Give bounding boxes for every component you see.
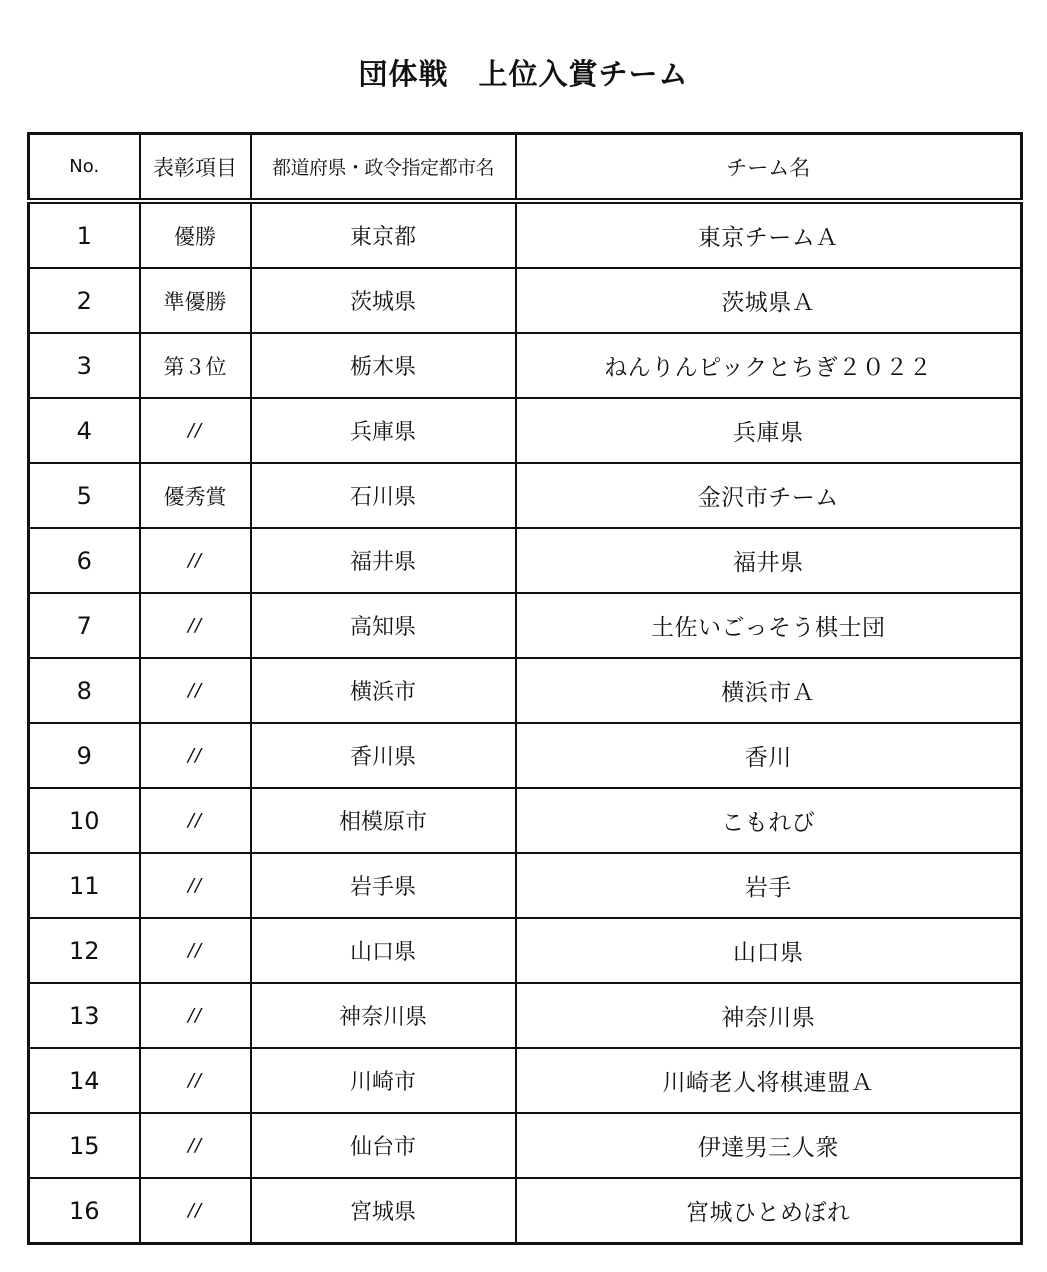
prefecture-cell: 川崎市 xyxy=(251,1048,516,1113)
header-no: No. xyxy=(29,134,140,202)
team-cell: ねんりんピックとちぎ２０２２ xyxy=(516,333,1022,398)
table-row xyxy=(29,463,1022,528)
table-row xyxy=(29,658,1022,723)
row-number: 5 xyxy=(29,463,140,528)
award-cell: // xyxy=(140,528,251,593)
row-number: 6 xyxy=(29,528,140,593)
table-row xyxy=(29,1048,1022,1113)
table-row xyxy=(29,201,1022,268)
header-prefecture: 都道府県・政令指定都市名 xyxy=(251,134,516,202)
results-table xyxy=(27,132,1023,1245)
prefecture-cell: 高知県 xyxy=(251,593,516,658)
prefecture-cell: 東京都 xyxy=(251,201,516,268)
table-row xyxy=(29,1178,1022,1244)
team-cell: 岩手 xyxy=(516,853,1022,918)
award-cell: // xyxy=(140,1113,251,1178)
award-cell: // xyxy=(140,983,251,1048)
award-cell: // xyxy=(140,918,251,983)
row-number: 12 xyxy=(29,918,140,983)
team-cell: 土佐いごっそう棋士団 xyxy=(516,593,1022,658)
team-cell: 東京チームＡ xyxy=(516,201,1022,268)
team-cell: 兵庫県 xyxy=(516,398,1022,463)
row-number: 10 xyxy=(29,788,140,853)
table-row xyxy=(29,723,1022,788)
award-cell: // xyxy=(140,1048,251,1113)
award-cell: 第３位 xyxy=(140,333,251,398)
team-cell: 宮城ひとめぼれ xyxy=(516,1178,1022,1244)
row-number: 4 xyxy=(29,398,140,463)
table-row xyxy=(29,398,1022,463)
prefecture-cell: 茨城県 xyxy=(251,268,516,333)
table-row xyxy=(29,333,1022,398)
prefecture-cell: 兵庫県 xyxy=(251,398,516,463)
prefecture-cell: 宮城県 xyxy=(251,1178,516,1244)
team-cell: 川崎老人将棋連盟Ａ xyxy=(516,1048,1022,1113)
row-number: 14 xyxy=(29,1048,140,1113)
award-cell: // xyxy=(140,723,251,788)
prefecture-cell: 神奈川県 xyxy=(251,983,516,1048)
header-award: 表彰項目 xyxy=(140,134,251,202)
prefecture-cell: 香川県 xyxy=(251,723,516,788)
table-row xyxy=(29,593,1022,658)
award-cell: // xyxy=(140,593,251,658)
prefecture-cell: 横浜市 xyxy=(251,658,516,723)
table-row xyxy=(29,853,1022,918)
team-cell: 福井県 xyxy=(516,528,1022,593)
row-number: 16 xyxy=(29,1178,140,1244)
header-row xyxy=(29,134,1022,202)
award-cell: // xyxy=(140,658,251,723)
team-cell: 金沢市チーム xyxy=(516,463,1022,528)
row-number: 2 xyxy=(29,268,140,333)
award-cell: // xyxy=(140,853,251,918)
prefecture-cell: 石川県 xyxy=(251,463,516,528)
prefecture-cell: 栃木県 xyxy=(251,333,516,398)
team-cell: 神奈川県 xyxy=(516,983,1022,1048)
row-number: 8 xyxy=(29,658,140,723)
prefecture-cell: 福井県 xyxy=(251,528,516,593)
row-number: 3 xyxy=(29,333,140,398)
team-cell: こもれび xyxy=(516,788,1022,853)
row-number: 11 xyxy=(29,853,140,918)
table-row xyxy=(29,268,1022,333)
award-cell: 優秀賞 xyxy=(140,463,251,528)
prefecture-cell: 相模原市 xyxy=(251,788,516,853)
team-cell: 横浜市Ａ xyxy=(516,658,1022,723)
award-cell: // xyxy=(140,398,251,463)
team-cell: 香川 xyxy=(516,723,1022,788)
table-row xyxy=(29,788,1022,853)
row-number: 9 xyxy=(29,723,140,788)
prefecture-cell: 岩手県 xyxy=(251,853,516,918)
table-row xyxy=(29,528,1022,593)
table-row xyxy=(29,983,1022,1048)
table-row xyxy=(29,918,1022,983)
team-cell: 茨城県Ａ xyxy=(516,268,1022,333)
team-cell: 山口県 xyxy=(516,918,1022,983)
table-row xyxy=(29,1113,1022,1178)
row-number: 13 xyxy=(29,983,140,1048)
prefecture-cell: 山口県 xyxy=(251,918,516,983)
row-number: 1 xyxy=(29,201,140,268)
team-cell: 伊達男三人衆 xyxy=(516,1113,1022,1178)
prefecture-cell: 仙台市 xyxy=(251,1113,516,1178)
row-number: 15 xyxy=(29,1113,140,1178)
award-cell: // xyxy=(140,788,251,853)
page-title: 団体戦 上位入賞チーム xyxy=(358,57,689,91)
award-cell: // xyxy=(140,1178,251,1244)
row-number: 7 xyxy=(29,593,140,658)
header-team: チーム名 xyxy=(516,134,1022,202)
award-cell: 優勝 xyxy=(140,201,251,268)
award-cell: 準優勝 xyxy=(140,268,251,333)
